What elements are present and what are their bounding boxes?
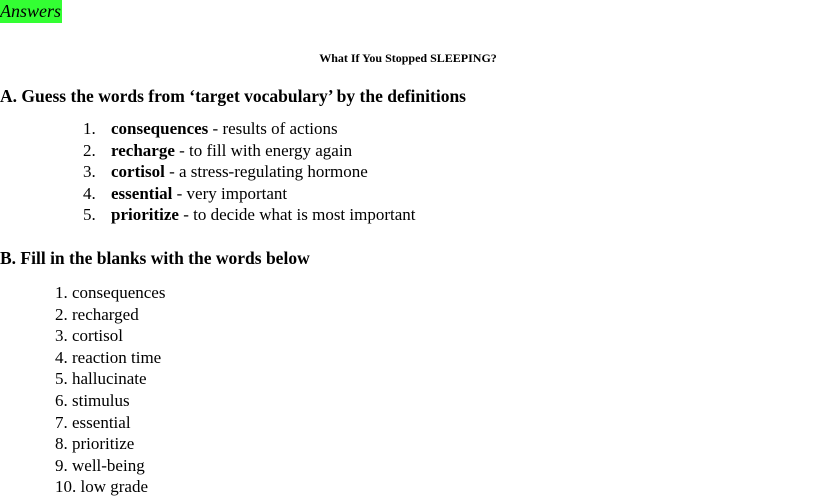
answer-item: 3. cortisol [55, 326, 123, 346]
answer-item: 8. prioritize [55, 434, 135, 454]
answer-item: 6. stimulus [55, 390, 130, 410]
vocabulary-term: prioritize [111, 205, 179, 224]
item-number: 5. [83, 205, 96, 224]
vocabulary-term: essential [111, 183, 173, 203]
item-number: 2. [83, 140, 96, 160]
definition-list [83, 118, 416, 226]
document-title: What If You Stopped SLEEPING? [319, 51, 497, 65]
answer-item: 7. essential [55, 412, 131, 432]
definition-text: - very important [172, 183, 288, 203]
definition-text: - to decide what is most important [178, 205, 416, 224]
answers-label: Answers [0, 1, 62, 21]
vocabulary-term: consequences [111, 119, 209, 138]
section-a-heading: A. Guess the words from ‘target vocabulary’ by the definitions [0, 86, 466, 106]
answer-item: 4. reaction time [55, 347, 162, 367]
definition-text: - results of actions [208, 119, 338, 138]
item-number: 1. [83, 119, 96, 138]
definition-item [83, 204, 416, 226]
vocabulary-term: recharge [111, 140, 175, 160]
answer-item: 10. low grade [55, 477, 149, 497]
definition-item [83, 140, 416, 162]
answer-item: 1. consequences [55, 283, 166, 302]
definition-text: - a stress-regulating hormone [164, 162, 368, 181]
definition-item [83, 183, 416, 205]
definition-text: - to fill with energy again [174, 140, 353, 160]
item-number: 4. [83, 183, 96, 203]
section-b-heading: B. Fill in the blanks with the words below [0, 248, 310, 268]
answer-item: 2. recharged [55, 304, 139, 324]
answer-item: 5. hallucinate [55, 369, 147, 389]
answer-list [55, 282, 165, 498]
definition-item [83, 161, 416, 183]
item-number: 3. [83, 162, 96, 181]
definition-item [83, 118, 416, 140]
answer-item: 9. well-being [55, 455, 145, 475]
vocabulary-term: cortisol [111, 162, 165, 181]
